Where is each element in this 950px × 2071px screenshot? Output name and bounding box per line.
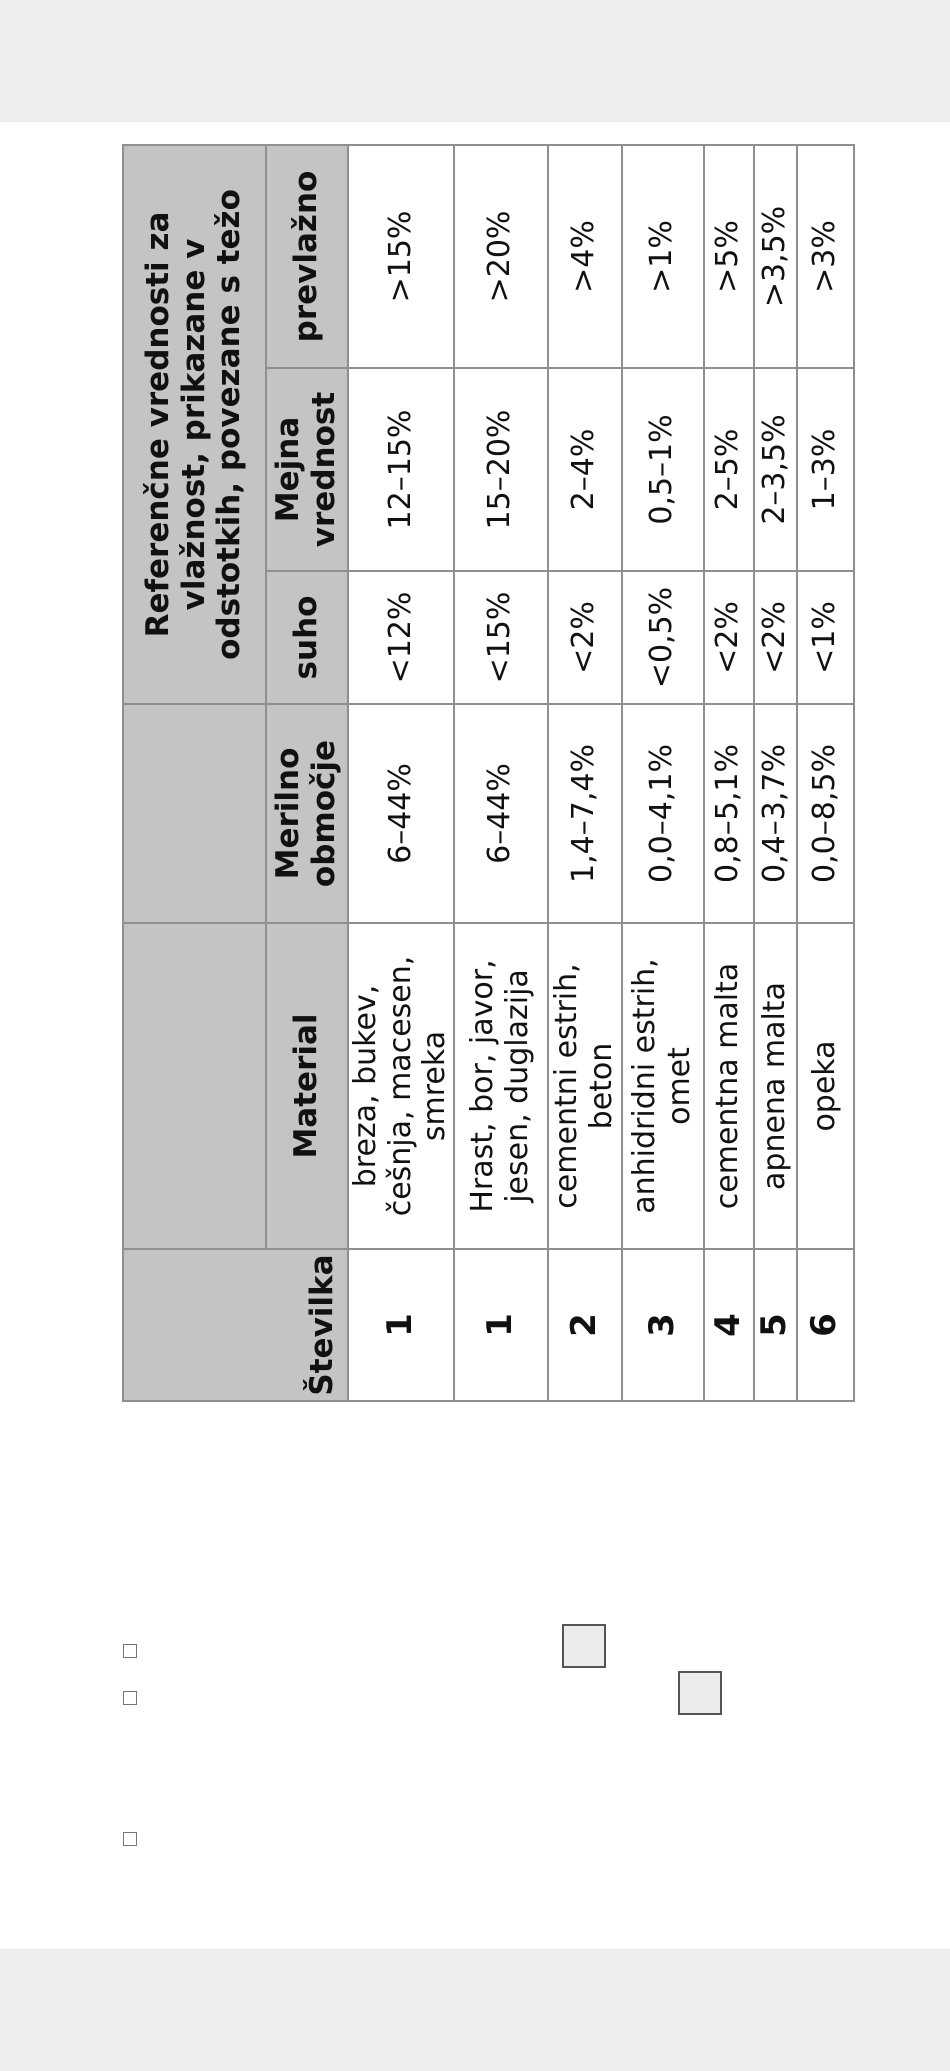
row-material: cementni estrih, beton bbox=[548, 923, 622, 1249]
row-limit: 12–15% bbox=[348, 368, 454, 571]
header-stevilka: Številka bbox=[266, 1249, 348, 1401]
row-wet: >1% bbox=[622, 145, 704, 368]
row-material: Hrast, bor, javor, jesen, duglazija bbox=[454, 923, 548, 1249]
row-number: 1 bbox=[454, 1249, 548, 1401]
row-limit: 15–20% bbox=[454, 368, 548, 571]
square-box-icon bbox=[678, 1671, 722, 1715]
moisture-reference-table bbox=[122, 144, 855, 1402]
square-box-icon bbox=[562, 1624, 606, 1668]
row-range: 0,0–4,1% bbox=[622, 704, 704, 923]
row-range: 1,4–7,4% bbox=[548, 704, 622, 923]
table-row bbox=[797, 145, 854, 1401]
row-material: breza, bukev, češnja, macesen, smreka bbox=[348, 923, 454, 1249]
row-wet: >20% bbox=[454, 145, 548, 368]
row-number: 1 bbox=[348, 1249, 454, 1401]
row-dry: <1% bbox=[797, 571, 854, 704]
table-row bbox=[348, 145, 454, 1401]
row-wet: >3,5% bbox=[754, 145, 797, 368]
header-row-top bbox=[123, 145, 266, 1401]
row-dry: <2% bbox=[754, 571, 797, 704]
bullet-square-icon bbox=[123, 1644, 137, 1658]
row-limit: 2–3,5% bbox=[754, 368, 797, 571]
row-material: opeka bbox=[797, 923, 854, 1249]
row-limit: 1–3% bbox=[797, 368, 854, 571]
row-wet: >4% bbox=[548, 145, 622, 368]
header-limit-value: Mejna vrednost bbox=[266, 368, 348, 571]
header-blank-number bbox=[123, 1249, 266, 1401]
table-row bbox=[548, 145, 622, 1401]
rotated-table-wrapper bbox=[122, 146, 845, 1402]
row-limit: 0,5–1% bbox=[622, 368, 704, 571]
header-reference-values: Referenčne vrednosti za vlažnost, prikazane v odstotkih, povezane s težo bbox=[123, 145, 266, 704]
row-material: cementna malta bbox=[704, 923, 754, 1249]
row-dry: <15% bbox=[454, 571, 548, 704]
header-material: Material bbox=[266, 923, 348, 1249]
row-range: 0,8–5,1% bbox=[704, 704, 754, 923]
header-row-bottom bbox=[266, 145, 348, 1401]
header-too-wet: prevlažno bbox=[266, 145, 348, 368]
table-row bbox=[754, 145, 797, 1401]
row-number: 4 bbox=[704, 1249, 754, 1401]
row-limit: 2–4% bbox=[548, 368, 622, 571]
row-material: anhidridni estrih, omet bbox=[622, 923, 704, 1249]
row-wet: >5% bbox=[704, 145, 754, 368]
bullet-square-icon bbox=[123, 1691, 137, 1705]
row-material: apnena malta bbox=[754, 923, 797, 1249]
header-blank-material bbox=[123, 923, 266, 1249]
row-range: 6–44% bbox=[454, 704, 548, 923]
table-row bbox=[704, 145, 754, 1401]
bullet-square-icon bbox=[123, 1832, 137, 1846]
row-wet: >15% bbox=[348, 145, 454, 368]
row-number: 3 bbox=[622, 1249, 704, 1401]
header-blank-range bbox=[123, 704, 266, 923]
table-row bbox=[622, 145, 704, 1401]
row-range: 0,0–8,5% bbox=[797, 704, 854, 923]
row-number: 5 bbox=[754, 1249, 797, 1401]
row-dry: <2% bbox=[704, 571, 754, 704]
table-row bbox=[454, 145, 548, 1401]
row-dry: <0,5% bbox=[622, 571, 704, 704]
header-measuring-range: Merilno območje bbox=[266, 704, 348, 923]
row-wet: >3% bbox=[797, 145, 854, 368]
row-range: 0,4–3,7% bbox=[754, 704, 797, 923]
row-dry: <2% bbox=[548, 571, 622, 704]
row-limit: 2–5% bbox=[704, 368, 754, 571]
row-dry: <12% bbox=[348, 571, 454, 704]
header-dry: suho bbox=[266, 571, 348, 704]
row-number: 2 bbox=[548, 1249, 622, 1401]
row-number: 6 bbox=[797, 1249, 854, 1401]
row-range: 6–44% bbox=[348, 704, 454, 923]
